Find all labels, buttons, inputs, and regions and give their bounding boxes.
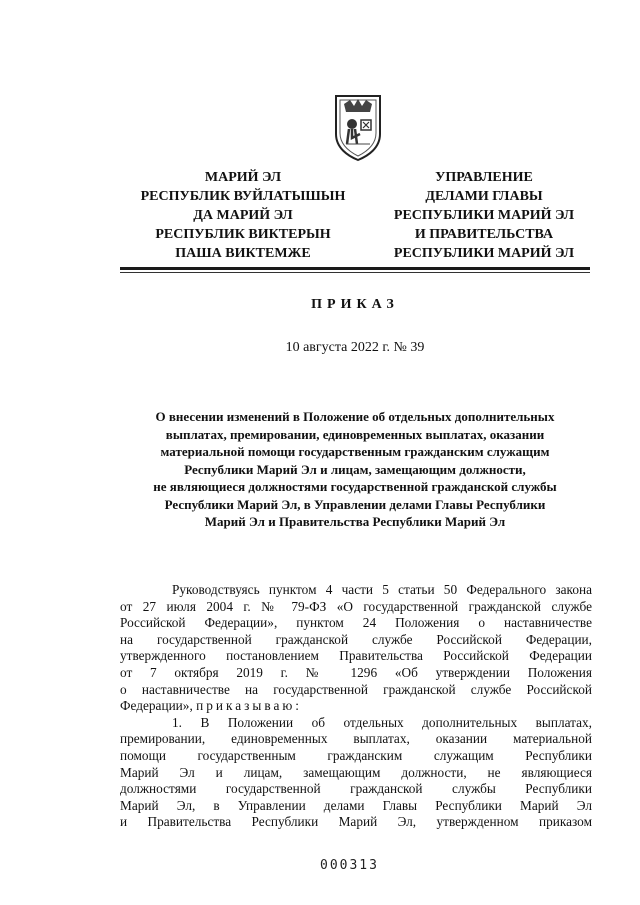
document-type: ПРИКАЗ: [311, 297, 399, 312]
body-line: от 7 октября 2019 г. № 1296 «Об утверждении Положения: [120, 664, 592, 680]
header-right-line: УПРАВЛЕНИЕ: [435, 170, 533, 185]
body-line: премировании, единовременных выплатах, оказании материальной: [120, 731, 592, 747]
body-line-order: [120, 698, 592, 715]
header-right-block: [384, 168, 584, 263]
body-line: о наставничестве на государственной гражданской службе Российской: [120, 681, 592, 697]
body-line: Марий Эл и лицам, замещающим должности, не являющиеся: [120, 764, 592, 780]
header-divider-thick: [120, 267, 590, 270]
header-left-line: РЕСПУБЛИК ВУЙЛАТЫШЫН: [140, 189, 346, 204]
header-right-line: ДЕЛАМИ ГЛАВЫ: [425, 189, 543, 204]
body-line: утвержденного постановлением Правительства Российской Федерации: [120, 648, 592, 664]
header-left-block: [118, 168, 368, 263]
body-line: на государственной гражданской службе Российской Федерации,: [120, 631, 592, 647]
title-line: материальной помощи государственным гражданским служащим: [160, 444, 550, 459]
body-line: должностями государственной гражданской службы Республики: [120, 781, 592, 797]
body-line: 1. В Положении об отдельных дополнительных выплатах,: [172, 714, 592, 730]
header-left-line: МАРИЙ ЭЛ: [204, 170, 282, 185]
header-right-line: РЕСПУБЛИКИ МАРИЙ ЭЛ: [393, 208, 575, 223]
body-line: и Правительства Республики Марий Эл, утвержденном приказом: [120, 814, 592, 830]
title-line: Республики Марий Эл, в Управлении делами Главы Республики: [164, 496, 546, 512]
document-body: [120, 582, 592, 831]
mari-el-coat-of-arms-icon: [330, 94, 386, 162]
body-line: Марий Эл, в Управлении делами Главы Республики Марий Эл: [120, 797, 592, 813]
body-line: Российской Федерации», пунктом 24 Положения о наставничестве: [120, 615, 592, 631]
page-stamp: 000313: [320, 858, 379, 873]
header-left-line: ДА МАРИЙ ЭЛ: [193, 208, 293, 223]
title-line: Марий Эл и Правительства Республики Марий Эл: [204, 514, 506, 529]
header-left-line: ПАША ВИКТЕМЖЕ: [175, 246, 311, 261]
body-line: от 27 июля 2004 г. № 79-ФЗ «О государственной гражданской службе: [120, 598, 592, 614]
header-right-line: РЕСПУБЛИКИ МАРИЙ ЭЛ: [393, 246, 575, 261]
title-line: выплатах, премировании, единовременных выплатах, оказании: [165, 426, 545, 442]
document-title: [116, 408, 594, 531]
header-right-line: И ПРАВИТЕЛЬСТВА: [414, 227, 554, 242]
header-divider-thin: [120, 272, 590, 273]
document-date-number: 10 августа 2022 г. № 39: [285, 340, 425, 355]
order-word: приказываю:: [196, 698, 302, 714]
body-line: Руководствуясь пунктом 4 части 5 статьи 50 Федерального закона: [172, 582, 592, 597]
header-left-line: РЕСПУБЛИК ВИКТЕРЫН: [155, 227, 331, 242]
title-line: не являющиеся должностями государственной гражданской службы: [153, 479, 557, 494]
body-line-text: Федерации»,: [120, 698, 193, 714]
title-line: Республики Марий Эл и лицам, замещающим должности,: [184, 461, 526, 477]
body-line: помощи государственным гражданским служащим Республики: [120, 747, 592, 763]
title-line: О внесении изменений в Положение об отдельных дополнительных: [155, 409, 555, 424]
